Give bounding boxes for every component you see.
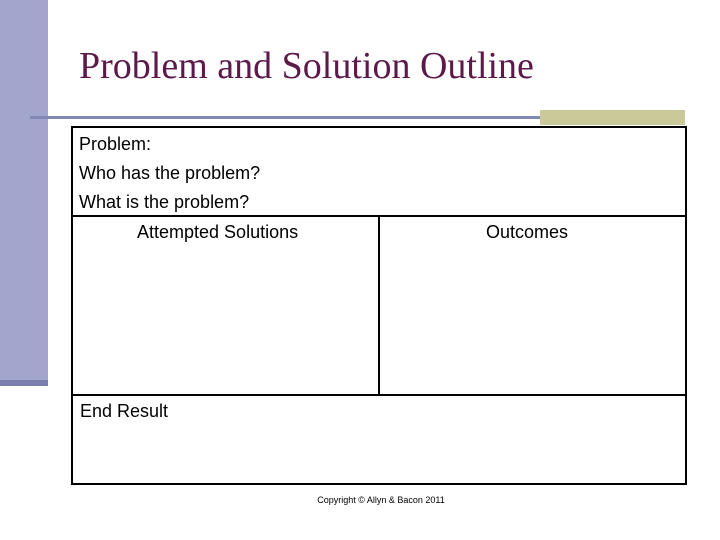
outline-table: [71, 126, 687, 485]
side-bar-decoration: [0, 0, 48, 386]
outcomes-header: Outcomes: [486, 222, 569, 242]
who-question: Who has the problem?: [79, 163, 261, 183]
end-result-section: [73, 396, 685, 483]
attempted-solutions-header: Attempted Solutions: [137, 222, 299, 242]
copyright-footer: Copyright © Allyn & Bacon 2011: [317, 495, 445, 505]
problem-section: [73, 128, 685, 217]
problem-label: Problem:: [79, 134, 152, 154]
solutions-outcomes-section: [73, 217, 685, 396]
title-rule-accent: [540, 110, 685, 125]
end-result-label: End Result: [80, 401, 169, 421]
side-bar-shadow: [0, 380, 48, 386]
slide-title: Problem and Solution Outline: [79, 45, 534, 87]
what-question: What is the problem?: [79, 192, 250, 212]
column-divider: [378, 217, 380, 394]
